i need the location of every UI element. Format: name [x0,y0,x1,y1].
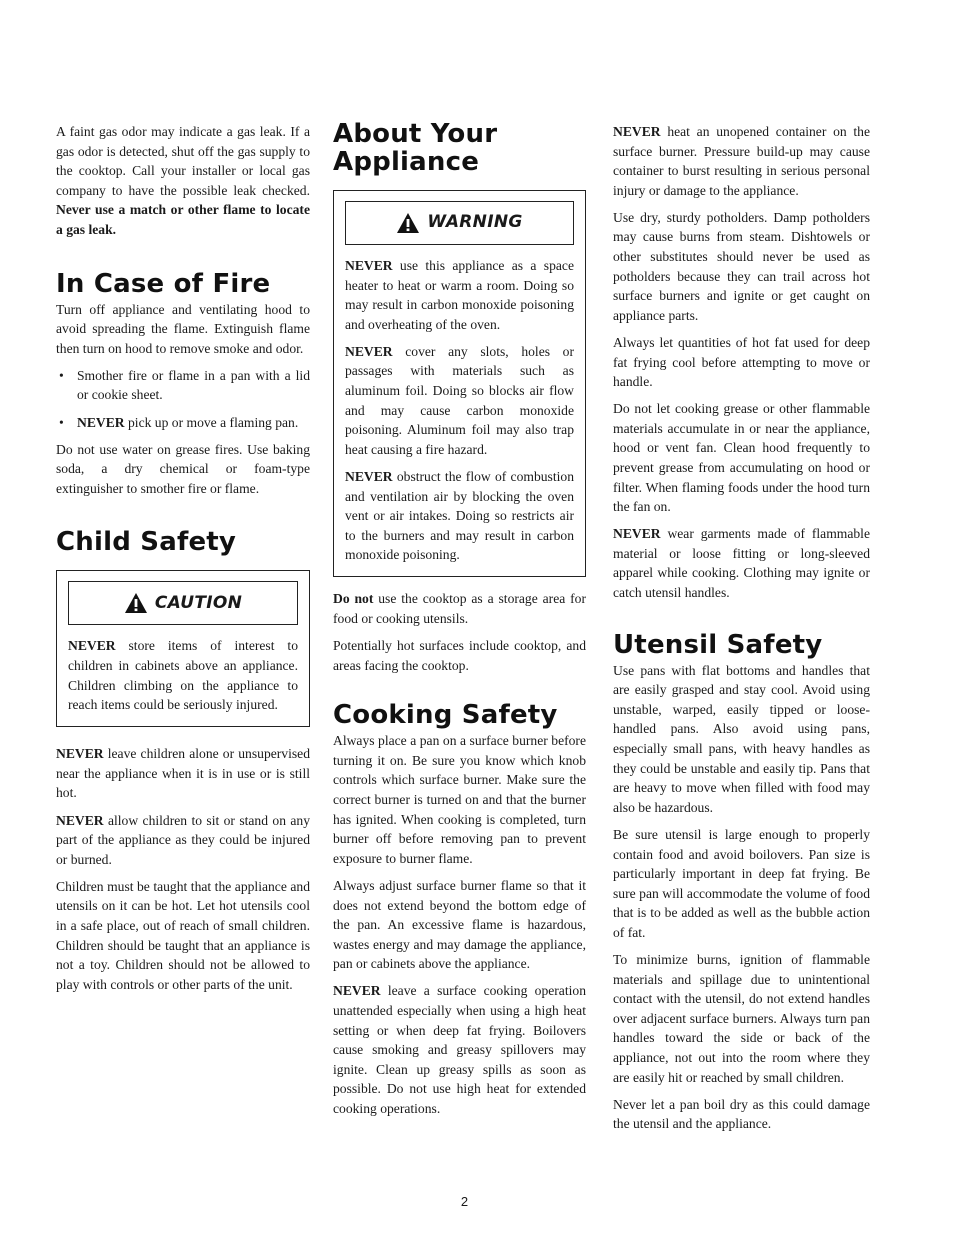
gas-leak-warning: Never use a match or other flame to locate a gas leak. [56,202,310,237]
container-text: heat an unopened container on the surface burner. Pressure build-up may cause container to burst resulting in serious personal injury or damage to the appliance. [613,124,870,198]
child-text-2: allow children to sit or stand on any part of the appliance as they could be injured or burned. [56,812,310,867]
warning-text-3: obstruct the flow of combustion and ventilation air by blocking the oven vent or air intakes. Doing so restricts air to the burners and may result in carbon monoxide poisoning. [345,468,574,563]
warning-box [333,190,586,577]
cooking-safety-heading: Cooking Safety [333,700,558,731]
bullet-icon: • [59,414,64,430]
child-paragraph-1 [56,744,310,803]
caution-paragraph [68,636,298,714]
never-label: NEVER [77,414,125,430]
gas-leak-paragraph [56,122,310,240]
never-label: NEVER [68,638,116,654]
grease-paragraph: Do not let cooking grease or other flammable materials accumulate in or near the appliance, hood or vent fan. Clean hood frequently to prevent grease from accumulating on hood or filter. When flaming foods under the hood turn the fan on. [613,401,870,515]
warning-label: WARNING [427,212,523,233]
never-label: NEVER [333,983,381,999]
utensil-paragraph-2: Be sure utensil is large enough to properly contain food and avoid boilovers. Pan size is particularly important in deep fat frying. Be sure pan will accommodate the volume of food that is to be added as well as the bubble action of fat. [613,826,870,940]
never-label: NEVER [345,258,393,273]
caution-label: CAUTION [154,592,243,613]
bullet-icon: • [59,367,64,383]
warning-paragraph-1 [345,256,574,334]
fire-bullet-list [56,366,310,432]
child-safety-heading: Child Safety [56,527,237,558]
utensil-paragraph-3: To minimize burns, ignition of flammable materials and spillage due to unintentional contact with the utensil, do not extend handles over adjacent surface burners. Always turn pan handles toward the side or back of the appliance, not out into the room where they are easily hit or reached by small children. [613,951,870,1085]
about-heading-line-2: Appliance [333,147,480,177]
cooking-paragraph-3 [333,981,586,1118]
about-heading-line-1: About Your [333,119,498,149]
caution-box [56,570,310,727]
column-right [613,122,870,1141]
child-paragraph-2 [56,811,310,870]
fire-paragraph-1: Turn off appliance and ventilating hood to avoid spreading the flame. Extinguish flame then turn on hood to remove smoke and odor. [56,301,310,356]
fire-bullet-1: Smother fire or flame in a pan with a lid or cookie sheet. [77,367,310,403]
warning-triangle-icon [124,592,148,614]
garments-text: wear garments made of flammable material or loose fitting or long-sleeved apparel while cooking. Clothing may ignite or catch utensil handles. [613,526,870,601]
storage-text: use the cooktop as a storage area for food or cooking utensils. [333,591,586,626]
fire-bullet-2: pick up or move a flaming pan. [124,414,299,430]
utensil-safety-heading: Utensil Safety [613,629,823,660]
hot-surfaces-paragraph: Potentially hot surfaces include cooktop, and areas facing the cooktop. [333,638,586,673]
utensil-paragraph-1: Use pans with flat bottoms and handles that are easily grasped and stay cool. Avoid using unstable, warped, easily tipped or loose-handled pans. Also avoid using pans, especially small pans, with heavy handles as they could be unstable and easily tip. Pans that are heavy to move when filled with food may also be hazardous. [613,662,870,815]
garments-paragraph [613,524,870,602]
never-label: NEVER [613,526,661,542]
caution-banner [68,581,298,625]
never-label: NEVER [56,812,104,828]
do-not-label: Do not [333,591,374,607]
column-left [56,122,310,1002]
page-number: 2 [460,1194,469,1209]
caution-text: store items of interest to children in cabinets above an appliance. Children climbing on the appliance to reach items could be seriously injured. [68,638,298,713]
about-heading [333,120,586,176]
fire-heading: In Case of Fire [56,268,271,299]
warning-triangle-icon [396,212,420,234]
child-text-1: leave children alone or unsupervised near the appliance when it is in use or is still hot. [56,746,310,801]
container-paragraph [613,122,870,200]
never-label: NEVER [345,468,393,484]
warning-text-2: cover any slots, holes or passages with materials such as aluminum foil. Doing so blocks air flow and may cause carbon monoxide poisoning. Aluminum foil may also trap heat causing a fire hazard. [345,343,574,457]
list-item [56,366,310,405]
gas-leak-text: A faint gas odor may indicate a gas leak. If a gas odor is detected, shut off the gas supply to the cooktop. Call your installer or local gas company to have the possible leak checked. [56,124,310,198]
cooking-paragraph-2: Always adjust surface burner flame so that it does not extend beyond the bottom edge of the pan. An excessive flame is hazardous, wastes energy and may damage the appliance, pan or cabinets above the appliance. [333,877,586,972]
storage-paragraph [333,589,586,628]
never-label: NEVER [613,124,661,139]
hot-fat-paragraph: Always let quantities of hot fat used for deep fat frying cool before attempting to move or handle. [613,334,870,390]
warning-banner [345,201,574,245]
potholder-paragraph: Use dry, sturdy potholders. Damp potholders may cause burns from steam. Dishtowels or other substitutes should never be used as potholders because they can trail across hot surface burners and ignite or get caught on appliance parts. [613,209,870,323]
utensil-paragraph-4: Never let a pan boil dry as this could damage the utensil and the appliance. [613,1096,870,1132]
warning-text-1: use this appliance as a space heater to heat or warm a room. Doing so may result in carbon monoxide poisoning and overheating of the oven. [345,258,574,332]
column-middle [333,120,586,1126]
cooking-paragraph-1: Always place a pan on a surface burner before turning it on. Be sure you know which knob controls which surface burner. Make sure the correct burner is turned on and that the burner has ignited. When cooking is completed, turn burner off before removing pan to prevent exposure to burner flame. [333,733,586,866]
never-label: NEVER [56,746,104,762]
never-label: NEVER [345,343,393,359]
child-paragraph-3: Children must be taught that the appliance and utensils on it can be hot. Let hot utensils cool in a safe place, out of reach of small children. Children should be taught that an appliance is not a toy. Children should not be allowed to play with controls or other parts of the unit. [56,878,310,992]
warning-paragraph-3 [345,467,574,565]
warning-paragraph-2 [345,342,574,460]
cooking-text-3: leave a surface cooking operation unattended especially when using a high heat setting or when deep fat frying. Boilovers cause smoking and greasy spillovers may ignite. Clean up greasy spills as soon as possible. Do not use high heat for extended cooking operations. [333,983,586,1116]
list-item [56,413,310,433]
fire-paragraph-2: Do not use water on grease fires. Use baking soda, a dry chemical or foam-type extinguisher to smother fire or flame. [56,441,310,496]
